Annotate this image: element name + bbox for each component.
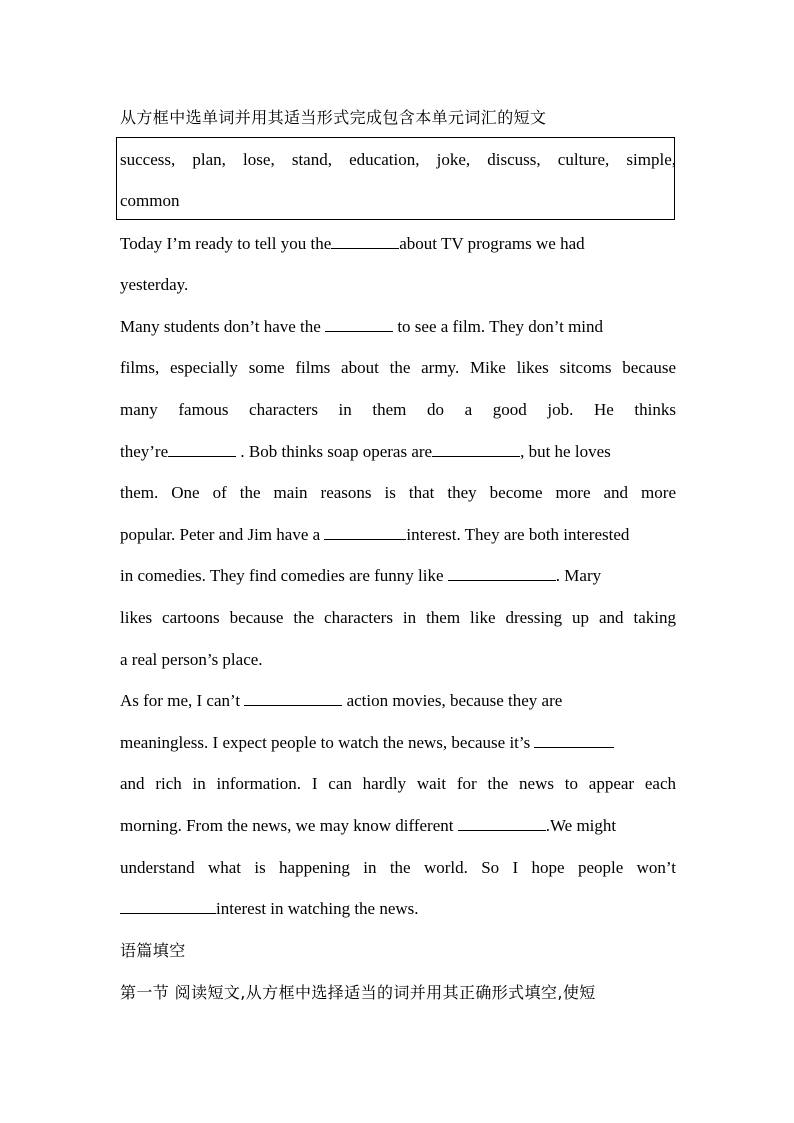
passage-line: they’re . Bob thinks soap operas are , but he loves — [120, 442, 611, 461]
passage-line: and rich in information. I can hardly wait for the news to appear each — [120, 774, 676, 793]
passage-line: likes cartoons because the characters in them like dressing up and taking — [120, 608, 676, 627]
section-heading: 语篇填空 — [120, 941, 186, 960]
passage-line: many famous characters in them do a good job. He thinks — [120, 400, 676, 419]
answer-blank-10[interactable] — [120, 898, 216, 914]
answer-blank-8[interactable] — [534, 732, 614, 748]
instruction-title: 从方框中选单词并用其适当形式完成包含本单元词汇的短文 — [120, 108, 547, 127]
answer-blank-4[interactable] — [432, 441, 520, 457]
passage-line: As for me, I can’t action movies, because they are — [120, 691, 563, 710]
answer-blank-5[interactable] — [324, 524, 406, 540]
passage-line: a real person’s place. — [120, 650, 263, 669]
passage-line: films, especially some films about the army. Mike likes sitcoms because — [120, 358, 676, 377]
passage-line: morning. From the news, we may know different .We might — [120, 816, 617, 835]
answer-blank-3[interactable] — [168, 441, 236, 457]
passage-line: yesterday. — [120, 275, 189, 294]
answer-blank-6[interactable] — [448, 565, 556, 581]
answer-blank-9[interactable] — [458, 815, 546, 831]
answer-blank-2[interactable] — [325, 316, 393, 332]
word-box-line-2: common — [120, 191, 180, 210]
passage-line: Many students don’t have the to see a film. They don’t mind — [120, 317, 604, 336]
answer-blank-7[interactable] — [244, 690, 342, 706]
passage-line: interest in watching the news. — [120, 898, 676, 920]
passage-line: them. One of the main reasons is that they become more and more — [120, 483, 676, 502]
passage-line: understand what is happening in the world. So I hope people won’t — [120, 858, 676, 877]
answer-blank-1[interactable] — [331, 233, 399, 249]
word-box-line-1: success, plan, lose, stand, education, joke, discuss, culture, simple, — [120, 150, 676, 169]
passage-line: Today I’m ready to tell you the about TV programs we had — [120, 234, 585, 253]
passage-line: popular. Peter and Jim have a interest. They are both interested — [120, 525, 630, 544]
passage-line: in comedies. They find comedies are funny like . Mary — [120, 566, 602, 585]
passage-line: meaningless. I expect people to watch the news, because it’s — [120, 732, 676, 754]
section-instruction: 第一节 阅读短文,从方框中选择适当的词并用其正确形式填空,使短 — [120, 983, 596, 1002]
